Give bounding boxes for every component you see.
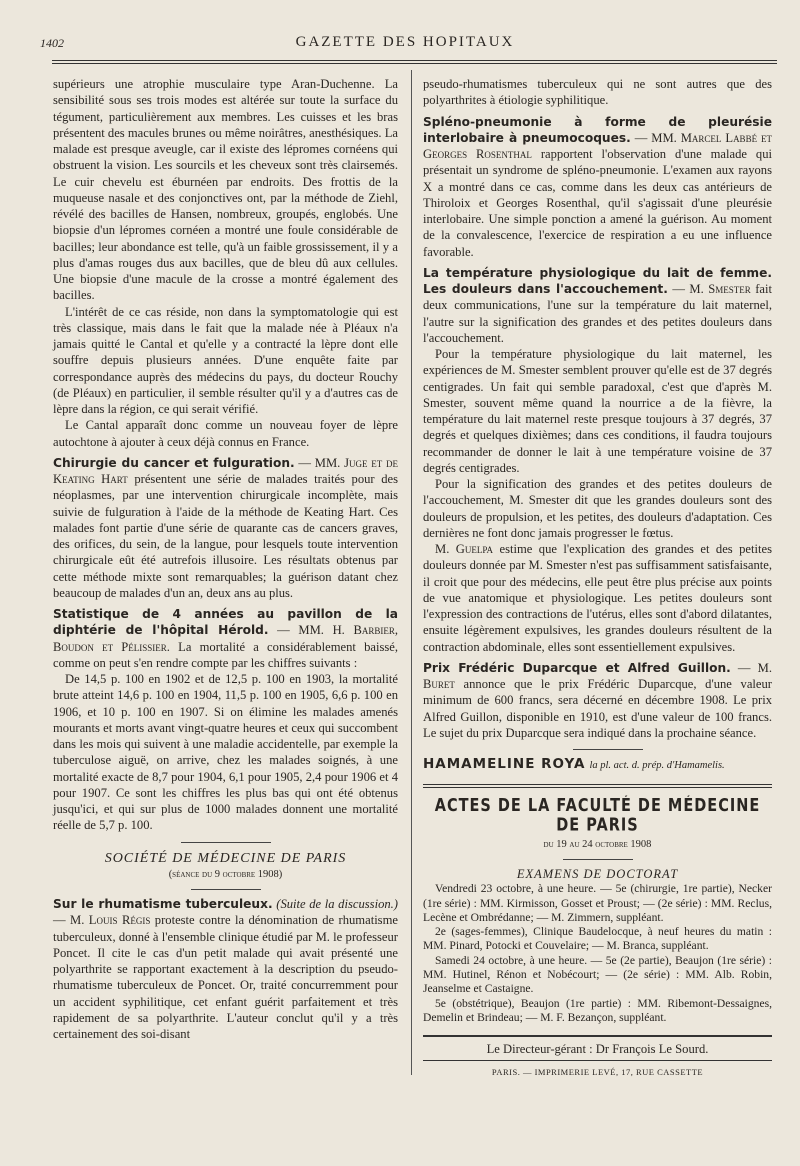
prize-author: M. Buret (423, 660, 772, 691)
spleno-pneumonia-authors: MM. Marcel Labbé et Georges Rosenthal (423, 130, 772, 161)
rheumatism-author: M. Louis Régis (70, 913, 151, 928)
spleno-pneumonia-title: Spléno-pneumonie à forme de pleurésie interlobaire à pneumocoques. (423, 114, 772, 145)
ad-tagline: la pl. act. d. prép. d'Hamamelis. (589, 760, 725, 771)
acts-rule (423, 784, 772, 788)
milk-temperature-body-4 (423, 541, 772, 655)
acts-dates: du 19 au 24 octobre 1908 (543, 838, 652, 850)
ad-brand: HAMAMELINE ROYA (423, 756, 586, 772)
footer-rule (423, 1035, 772, 1037)
milk-temperature-article: La température physiologique du lait de femme. Les douleurs dans l'accouchement. — M. Smester fait deux communications, l'une sur la température du lait maternel, l'autre sur la signification des grandes et des petites douleurs dans l'accouchement. (423, 265, 772, 345)
hamameline-advertisement (423, 756, 772, 774)
prize-body: annonce que le prix Frédéric Duparcque, d'une valeur minimum de 600 francs, sera décerné en décembre 1908. Le prix Alfred Guillon, disponible en 1910, est d'une valeur de 100 francs. Le sujet du prix Duparcque sera indiqué dans la prochaine séance. (423, 677, 772, 740)
milk-temperature-body-1: fait deux communications, l'une sur la température du lait maternel, l'autre sur la signification des grandes et des petites douleurs dans l'accouchement. (423, 282, 772, 345)
header-rule-bottom (52, 63, 777, 64)
exam-entry: 5e (obstétrique), Beaujon (1re partie) : MM. Ribemont-Dessaignes, Demelin et Brindeau; — M. F. Bezançon, suppléant. (423, 996, 772, 1024)
milk-temperature-body-3: Pour la signification des grandes et des petites douleurs de l'accouchement, M. Smester dit que les grandes douleurs sont des douleurs de propulsion, et les petites, des douleurs d'adaptation. Ces dernières ne font donc jamais progresser le fœtus. (423, 477, 772, 540)
section-separator (181, 842, 271, 843)
rheumatism-suite: (Suite de la discussion.) (276, 897, 399, 911)
rheumatism-article: Sur le rhumatisme tuberculeux. (Suite de la discussion.) — M. Louis Régis proteste contre la dénomination de rhumatisme tuberculeux, donné à l'ensemble clinique étudié par M. le professeur Poncet. Il cite le cas d'un petit malade qui avait présenté une polyarthrite se rapportant exactement à la description du pseudo-rhumatisme tuberculeux de Poncet. Or, traité concurremment pour un accident syphilitique, cet enfant guérit parfaitement et très rapidement de sa polyarthrite. L'auteur conclut qu'il y a très certainement des soi-disant (53, 897, 399, 1041)
header-rule-top (52, 60, 777, 61)
exam-entry: Samedi 24 octobre, à une heure. — 5e (2e partie), Beaujon (1re série) : MM. Hutinel, Rénon et Nobécourt; — (2e série) : MM. Alb. Robin, Jeanselme et Castaigne. (423, 953, 772, 996)
leprosy-conclusion-paragraph: Le Cantal apparaît donc comme un nouveau foyer de lèpre autochtone à ajouter à ceux déjà connus en France. (53, 418, 398, 449)
cancer-fulguration-authors: MM. Juge et de Keating Hart (53, 455, 398, 486)
cancer-fulguration-title: Chirurgie du cancer et fulguration. (53, 455, 295, 470)
cancer-fulguration-article: Chirurgie du cancer et fulguration. — MM. Juge et de Keating Hart présentent une série de malades traités pour des néoplasmes, par une intervention chirurgicale incomplète, mais suivie de fulguration à l'aide de la méthode de Keating Hart. Ces malades font partie d'une série de quarante cas de cancers graves, des orifices, du sein, de la langue, pour lesquels toute intervention chirurgicale eût été autrefois illusoire. Les résultats obtenus par cette méthode mixte sont remarquables; la guérison datant chez beaucoup de malades d'un an, deux ans au plus. (53, 455, 398, 600)
society-separator (191, 889, 261, 890)
milk-temperature-title: La température physiologique du lait de femme. Les douleurs dans l'accouchement. (423, 265, 772, 296)
exams-title: EXAMENS DE DOCTORAT (516, 867, 679, 881)
diphtheria-stats-article: Statistique de 4 années au pavillon de la diphtérie de l'hôpital Hérold. — MM. H. Barbier, Boudon et Pélissier. La mortalité a considérablement baissé, comme on peut s'en rendre compte par les chiffres suivants : (53, 607, 399, 670)
right-column (423, 76, 772, 1081)
exam-schedule (423, 882, 772, 1025)
prize-title: Prix Frédéric Duparcque et Alfred Guillon. (423, 660, 731, 675)
printer-imprint: PARIS. — IMPRIMERIE LEVÉ, 17, RUE CASSETTE (491, 1067, 704, 1078)
spleno-pneumonia-article: Spléno-pneumonie à forme de pleurésie interlobaire à pneumocoques. — MM. Marcel Labbé et Georges Rosenthal rapportent l'observation d'une malade qui présentait un syndrome de spléno-pneumonie. L'examen aux rayons X a montré dans ce cas, comme dans les deux cas antérieurs de Thiroloix et Georges Rosenthal, qu'il s'agissait d'une pleurésie interlobaire. Une simple ponction a amené la guérison. Au moment de la convalescence, l'exercice de respiration a eu une influence favorable. (423, 114, 772, 259)
acts-title: ACTES DE LA FACULTÉ DE MÉDECINE DE PARIS (434, 797, 761, 836)
rheumatism-body: proteste contre la dénomination de rhumatisme tuberculeux, donné à l'ensemble clinique étudié par M. le professeur Poncet. Il cite le cas d'un petit malade qui avait présenté une polyarthrite se rapportant exactement à la description du pseudo-rhumatisme tuberculeux de Poncet. Or, traité concurremment pour un accident syphilitique, cet enfant guérit parfaitement et très rapidement de sa polyarthrite. L'auteur conclut qu'il y a très certainement des soi-disant (53, 913, 398, 1041)
prize-separator (573, 749, 643, 750)
exam-entry: 2e (sages-femmes), Clinique Baudelocque, à neuf heures du matin : MM. Pinard, Potocki et Couvelaire; — M. Branca, suppléant. (423, 925, 772, 953)
diphtheria-stats-body-2: De 14,5 p. 100 en 1902 et de 12,5 p. 100 en 1903, la mortalité brute atteint 14,6 p. 100 en 1904, 11,5 p. 100 en 1905, 6,6 p. 100 en 1906, et 10 p. 100 en 1907. Si on élimine les malades amenés mourants et morts avant vingt-quatre heures et ceux qui succombent dans les mois qui suivent à une maladie accidentelle, par exemple la tuberculose aiguë, on arrive, chez les malades soignés, à une mortalité exacte de 8,7 pour 1904, 6,1 pour 1905, 2,4 pour 1906 et 4 pour 1907. Ce sont les chiffres les plus bas qui ont été obtenus jusqu'ici, et qui sur plus de 1000 malades donnent une mortalité réelle de 5,7 p. 100. (53, 672, 398, 833)
left-column (53, 76, 398, 1042)
acts-separator (563, 859, 633, 860)
diphtheria-stats-body-1: La mortalité a considérablement baissé, comme on peut s'en rendre compte par les chiffres suivants : (53, 639, 398, 670)
page-header (40, 30, 770, 54)
society-session: (séance du 9 octobre 1908) (168, 868, 283, 880)
cancer-fulguration-body: présentent une série de malades traités pour des néoplasmes, par une intervention chirurgicale incomplète, mais suivie de fulguration à l'aide de la méthode de Keating Hart. Ces malades font partie d'une série de quarante cas de cancers graves, des orifices, du sein, de la langue, pour lesquels toute intervention chirurgicale eût été autrefois illusoire. Les résultats obtenus par cette méthode mixte sont remarquables; la guérison datant chez beaucoup de malades d'un an, deux ans au plus. (53, 472, 398, 600)
diphtheria-stats-authors: MM. H. Barbier, Boudon et Pélissier. (53, 623, 399, 654)
milk-temperature-author: M. Smester (689, 282, 751, 296)
guelpa-name: M. Guelpa (435, 542, 494, 556)
rheumatism-continuation: pseudo-rhumatismes tuberculeux qui ne sont autres que des polyarthrites à étiologie syphilitique. (423, 77, 772, 108)
leprosy-interest-paragraph: L'intérêt de ce cas réside, non dans la symptomatologie qui est très classique, mais dans le fait que la malade née à Pléaux n'a jamais quitté le Cantal et qu'elle y a contracté la lèpre dont elle souffre depuis plusieurs années. D'une enquête faite par correspondance auprès des médecins du pays, du docteur Rouchy (de Pléaux) en particulier, il semble résulter qu'il y a d'autres cas de lèpre dans la région, ce qui serait vérifié. (53, 304, 398, 416)
spleno-pneumonia-body: rapportent l'observation d'une malade qui présentait un syndrome de spléno-pneumonie. L'examen aux rayons X a montré dans ce cas, comme dans les deux cas antérieurs de Thiroloix et Georges Rosenthal, qu'il s'agissait d'une pleurésie interlobaire. Une simple ponction a amené la guérison. Au moment de la convalescence, l'exercice de respiration a eu une influence favorable. (423, 147, 772, 259)
society-title: SOCIÉTÉ DE MÉDECINE DE PARIS (104, 850, 347, 866)
journal-title: GAZETTE DES HOPITAUX (295, 34, 515, 50)
column-divider (411, 70, 412, 1075)
milk-temperature-body-2: Pour la température physiologique du lait maternel, les expériences de M. Smester semblent prouver qu'elle est de 37 degrés centigrades. Un fait qui semble paradoxal, c'est que d'après M. Smester, souvent même quand la nourrice a de la fièvre, la température du lait maternel reste presque toujours à 37 degrés, 37 degrés et quelques dixièmes; dans ces conditions, il faudra toujours recommander de donner le lait à une température voisine de 37 degrés centigrades. (423, 347, 772, 475)
diphtheria-stats-title: Statistique de 4 années au pavillon de la diphtérie de l'hôpital Hérold. (53, 607, 398, 638)
rheumatism-title: Sur le rhumatisme tuberculeux. (53, 897, 273, 911)
exam-entry: Vendredi 23 octobre, à une heure. — 5e (chirurgie, 1re partie), Necker (1re série) : MM. Kirmisson, Gosset et Proust; — (2e série) : MM. Reclus, Lecène et Ombrédanne; — M. Zimmern, suppléant. (423, 882, 772, 924)
leprosy-case-paragraph: supérieurs une atrophie musculaire type Aran-Duchenne. La sensibilité sous ses trois modes est altérée sur toute la surface du tégument, particulièrement aux membres. Les cuisses et les bras présentent des macules brunes ou même noirâtres, anesthésiques. La malade est presque aveugle, car il existe des lépromes cornéens qui obstruent la vision. Les sourcils et les cheveux sont très clairsemés. Le cuir chevelu est éburnéen par endroits. Des frottis de la muqueuse nasale et des conjonctives ont, par la méthode de Ziehl, révélé des bacilles de Hansen, nombreux, groupés, englobés. Une biopsie d'un lépromes cornéen a montré une foule considérable de bacilles; leur abondance est telle, qu'à un faible grossissement, il y a plus d'amas rouges dus aux bacilles, que de bleu dû aux cellules. Une biopsie d'une macule de la crosse a montré également des bacilles. (53, 77, 398, 303)
director-manager: Le Directeur-gérant : Dr François Le Sourd. (486, 1042, 709, 1057)
page-number: 1402 (40, 36, 64, 50)
prize-article: Prix Frédéric Duparcque et Alfred Guillon. — M. Buret annonce que le prix Frédéric Duparcque, d'une valeur minimum de 600 francs, sera décerné en décembre 1908. Le prix Alfred Guillon, disponible en 1910, est d'une valeur de 100 francs. Le sujet du prix Duparcque sera indiqué dans la prochaine séance. (423, 660, 772, 740)
footer-thin-rule (423, 1060, 772, 1061)
guelpa-body: estime que l'explication des grandes et des petites douleurs donnée par M. Smester n'est pas suffisamment satisfaisante, il croit que pour des médecins, elle peut être plus précise aux points de vue anatomique et physiologique. Les petites douleurs sont l'expression des contractions de l'utérus, elles sont d'abord dilatantes, ensuite légèrement expulsives, les grandes douleurs résultent de la contraction abdominale, elles sont essentiellement expulsives. (423, 542, 772, 654)
